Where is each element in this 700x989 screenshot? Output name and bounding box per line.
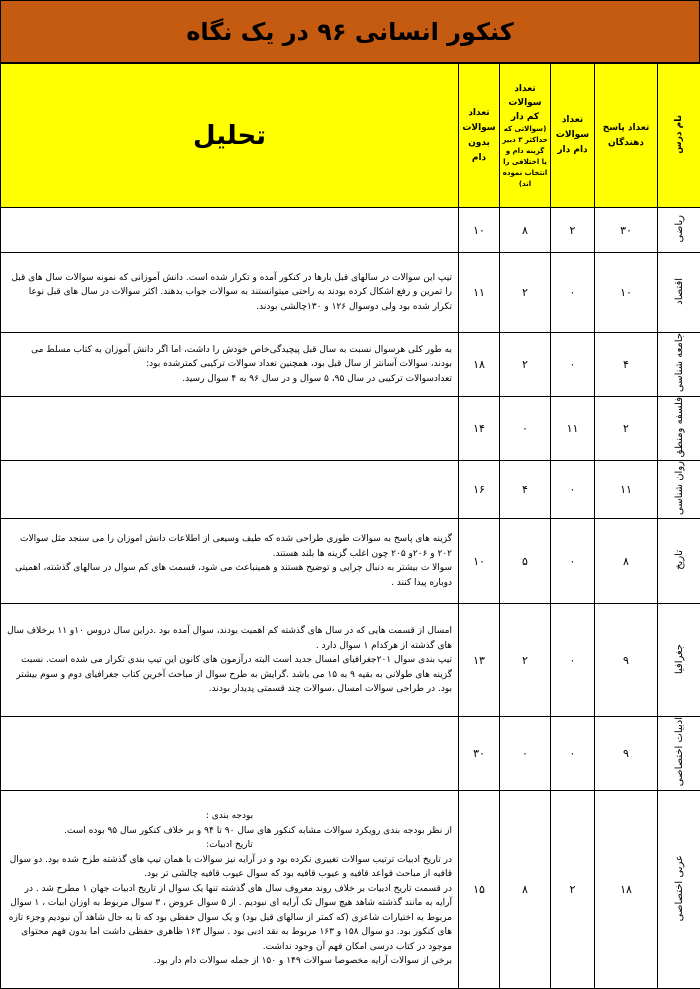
- analysis-paragraph: تیپ این سوالات در سالهای قبل بارها در کنکور آمده و تکرار شده است. دانش آموزانی که نمونه سوالات سال های قبل را تمرین و رفع اشکال کرده بودند به راحتی میتوانستند به سوالات جواب بدهند. اکثر سوالات در سال های قبل نوعا تکرار شده بود ولی دوسوال ۱۲۶ و ۱۳۰چالشی بودند.: [7, 271, 452, 315]
- no-trap-cell: ۱۳: [459, 604, 500, 717]
- no-trap-cell: ۱۰: [459, 208, 500, 253]
- page-title: کنکور انسانی ۹۶ در یک نگاه: [186, 18, 513, 46]
- subject-cell: [658, 461, 700, 519]
- header-respondents: تعداد پاسخ دهندگان: [595, 64, 658, 208]
- low-trap-cell: ۰: [500, 717, 551, 790]
- trap-cell: ۲: [551, 790, 595, 988]
- subject-cell: [658, 717, 700, 790]
- header-low-trap-note: (سوالاتی که حداکثر ۳ دبیر گزینه دام و یا اختلافی را انتخاب نموده اند): [502, 124, 548, 190]
- analysis-cell: [1, 397, 459, 461]
- header-no-trap: تعداد سوالات بدون دام: [459, 64, 500, 208]
- analysis-paragraph: تعدادسوالات ترکیبی در سال ۹۵، ۵ سوال و در سال ۹۶ به ۴ سوال رسید.: [7, 372, 452, 387]
- subject-cell: [658, 397, 700, 461]
- table-row: [1, 397, 700, 461]
- respondents-cell: ۹: [595, 717, 658, 790]
- subject-cell: [658, 253, 700, 333]
- analysis-paragraph: در قسمت تاریخ ادبیات بر خلاف روند معروف سال های گذشته تنها یک سوال از تاریخ ادبیات جهان ۱ مطرح شد . در آرایه به مانند گذشته شاهد هیچ سوال تک آرایه ای نبودیم . از ۵ سوال عروض ، ۳ سوال مربوط به اوزان ابیات ، ۱ سوال مربوط به اختیارات شاعری (که کمتر از سالهای قبل بود) و یک سوال حفظی بود که تا به حال شاهد آن نبودیم وجزء تازه های کنکور بود. دو سوال ۱۵۸ و ۱۶۳ مربوط به نقد ادبی بود . سوال ۱۶۳ ظاهری حفظی داشت اما بدون فهم محتوای موجود در کتاب درسی امکان فهم آن وجود نداشت.: [7, 882, 452, 955]
- trap-cell: ۰: [551, 519, 595, 604]
- subject-cell: [658, 790, 700, 988]
- analysis-paragraph: به طور کلی هرسوال نسبت به سال قبل پیچیدگی‌خاص خودش را داشت، اما اگر دانش آموزان به کتاب مسلط می بودند، سوالات آسانتر از سال قبل بود، همچنین تعداد سوالات ترکیبی کمترشده بود:: [7, 343, 452, 372]
- analysis-paragraph: تیپ بندی سوال ۲۰۱جغرافیای امسال جدید است البته درآزمون های کانون این تیپ بندی تکرار می شده است. نسبت گزینه های طولانی به بقیه ۹ به ۱۵ می باشد .گرایش به طرح سوال از مباحث آخرین کتاب جغرافیای دوم و سوم بیشتر بود. در طراحی سوالات امسال ،سوالات چند قسمتی پدیدار بودند.: [7, 653, 452, 697]
- respondents-cell: ۲: [595, 397, 658, 461]
- low-trap-cell: ۰: [500, 397, 551, 461]
- analysis-cell: [1, 717, 459, 790]
- subject-name: جغرافیا: [674, 644, 685, 674]
- analysis-paragraph: سوالا ت بیشتر به دنبال چرایی و توضیح هستند و همینباعث می شود، قسمت های کم سوال در سالهای گذشته، اهمیتی دوباره پیدا کنند .: [7, 561, 452, 590]
- header-row: [1, 64, 700, 208]
- no-trap-cell: ۱۸: [459, 333, 500, 397]
- subject-name: ادبیات اختصاصی: [674, 717, 685, 786]
- header-trap-questions: تعداد سوالات دام دار: [551, 64, 595, 208]
- analysis-cell: [1, 461, 459, 519]
- low-trap-cell: ۲: [500, 604, 551, 717]
- subject-name: تاریخ: [674, 550, 685, 570]
- respondents-cell: ۳۰: [595, 208, 658, 253]
- header-low-trap-title: تعداد سوالات کم دار: [502, 82, 548, 124]
- table-row: [1, 604, 700, 717]
- trap-cell: ۲: [551, 208, 595, 253]
- trap-cell: ۰: [551, 333, 595, 397]
- table-row: [1, 461, 700, 519]
- trap-cell: ۰: [551, 461, 595, 519]
- trap-cell: ۱۱: [551, 397, 595, 461]
- trap-cell: ۰: [551, 253, 595, 333]
- subject-name: روان شناسی: [674, 461, 685, 515]
- exam-analysis-table: [0, 63, 700, 989]
- no-trap-cell: ۱۵: [459, 790, 500, 988]
- table-row: [1, 253, 700, 333]
- table-row: [1, 519, 700, 604]
- subject-cell: [658, 519, 700, 604]
- subject-cell: [658, 208, 700, 253]
- analysis-paragraph: تاریخ ادبیات:: [7, 838, 452, 853]
- no-trap-cell: ۱۱: [459, 253, 500, 333]
- subject-name: ریاضی: [674, 215, 685, 243]
- subject-cell: [658, 604, 700, 717]
- analysis-paragraph: در تاریخ ادبیات ترتیب سوالات تغییری نکرده بود و در آرایه نیز سوالات با همان تیپ های گذشته طرح شده بود. دو سوال قافیه از مباحث قواعد قافیه و عیوب قافیه بود که سوال عیوب قافیه چالشی تر بود.: [7, 853, 452, 882]
- low-trap-cell: ۸: [500, 790, 551, 988]
- table-row: [1, 717, 700, 790]
- subject-name: اقتصاد: [674, 278, 685, 305]
- no-trap-cell: ۱۴: [459, 397, 500, 461]
- analysis-cell: [1, 333, 459, 397]
- analysis-cell: [1, 604, 459, 717]
- table-row: [1, 333, 700, 397]
- table-row: [1, 790, 700, 988]
- respondents-cell: ۱۸: [595, 790, 658, 988]
- respondents-cell: ۸: [595, 519, 658, 604]
- respondents-cell: ۴: [595, 333, 658, 397]
- table-row: [1, 208, 700, 253]
- subject-name: فلسفه ومنطق: [674, 397, 685, 457]
- header-subject: نام درس: [658, 64, 700, 208]
- analysis-paragraph: بودجه بندی :: [7, 809, 452, 824]
- analysis-cell: [1, 208, 459, 253]
- header-low-trap: [500, 64, 551, 208]
- trap-cell: ۰: [551, 717, 595, 790]
- respondents-cell: ۱۱: [595, 461, 658, 519]
- subject-name: عربی اختصاصی: [674, 855, 685, 921]
- analysis-paragraph: امسال از قسمت هایی که در سال های گذشته کم اهمیت بودند، سوال آمده بود .دراین سال دروس ۱۰و ۱۱ برخلاف سال های گذشته از هرکدام ۱ سوال دارد .: [7, 624, 452, 653]
- respondents-cell: ۱۰: [595, 253, 658, 333]
- low-trap-cell: ۸: [500, 208, 551, 253]
- analysis-paragraph: برخی از سوالات آرایه مخصوصا سوالات ۱۴۹ و ۱۵۰ از جمله سوالات دام دار بود.: [7, 954, 452, 969]
- analysis-paragraph: از نظر بودجه بندی رویکرد سوالات مشابه کنکور های سال ۹۰ تا ۹۴ و بر خلاف کنکور سال ۹۵ بوده است.: [7, 824, 452, 839]
- subject-cell: [658, 333, 700, 397]
- no-trap-cell: ۱۰: [459, 519, 500, 604]
- low-trap-cell: ۲: [500, 333, 551, 397]
- header-analysis: تحلیل: [1, 64, 459, 208]
- analysis-paragraph: گزینه های پاسخ به سوالات طوری طراحی شده که طیف وسیعی از اطلاعات دانش اموزان را می سنجد مثل سوالات ۲۰۲ و ۲۰۶و ۲۰۵ چون اغلب گزینه ها بلند هستند.: [7, 532, 452, 561]
- title-bar: [0, 0, 700, 63]
- low-trap-cell: ۲: [500, 253, 551, 333]
- no-trap-cell: ۳۰: [459, 717, 500, 790]
- subject-name: جامعه شناسی: [674, 333, 685, 392]
- low-trap-cell: ۵: [500, 519, 551, 604]
- analysis-cell: [1, 790, 459, 988]
- respondents-cell: ۹: [595, 604, 658, 717]
- analysis-cell: [1, 519, 459, 604]
- trap-cell: ۰: [551, 604, 595, 717]
- low-trap-cell: ۴: [500, 461, 551, 519]
- analysis-cell: [1, 253, 459, 333]
- no-trap-cell: ۱۶: [459, 461, 500, 519]
